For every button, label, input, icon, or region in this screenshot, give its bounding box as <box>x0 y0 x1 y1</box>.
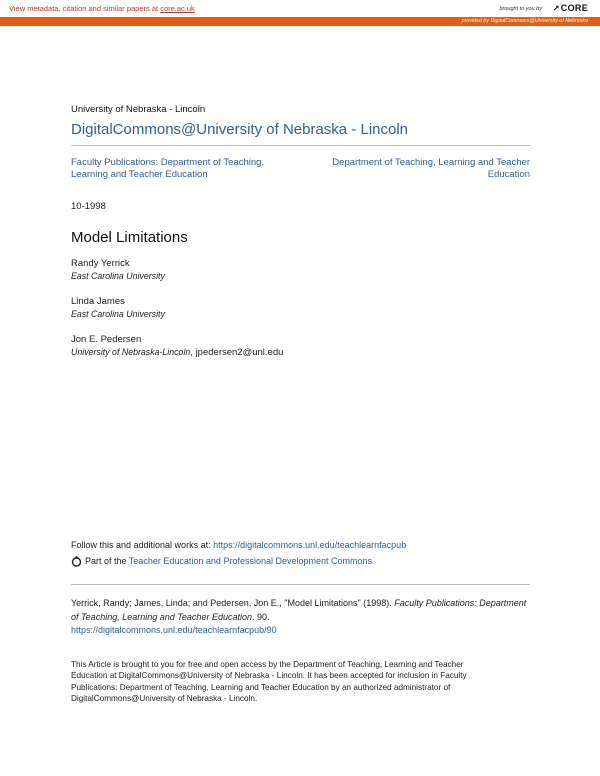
author-affiliation: East Carolina University <box>71 271 165 281</box>
collection-link-department[interactable]: Department of Teaching, Learning and Teacher Education <box>332 157 530 180</box>
author-affiliation: East Carolina University <box>71 309 165 319</box>
open-access-icon <box>71 556 82 569</box>
meta-link-prefix: View metadata, citation and similar papers at <box>9 4 161 13</box>
repository-link[interactable]: DigitalCommons@University of Nebraska - Lincoln <box>71 121 409 138</box>
follow-text: Follow this and additional works at: <box>71 540 214 550</box>
collection-link-faculty-publications[interactable]: Faculty Publications: Department of Teaching, Learning and Teacher Education <box>71 157 265 180</box>
publication-date: 10-1998 <box>71 201 106 212</box>
core-logo-icon: ↗ <box>552 4 560 13</box>
institution-name: University of Nebraska - Lincoln <box>71 104 206 115</box>
divider <box>71 145 530 146</box>
core-top-bar <box>0 0 600 17</box>
author-name: Linda James <box>71 296 125 307</box>
author-block <box>71 296 165 321</box>
author-block <box>71 334 283 359</box>
part-of-line <box>71 556 372 569</box>
divider <box>71 584 530 585</box>
author-email[interactable]: , jpedersen2@unl.edu <box>190 347 284 358</box>
citation-number: . 90. <box>251 611 270 622</box>
access-notice: This Article is brought to you for free and open access by the Department of Teaching, Learning and Teacher Education at DigitalCommons@University of Nebraska - Lincoln. It has been accepted for inclusion in Faculty Publications: Department of Teaching, Learning and Teacher Education by an authorized administrator of DigitalCommons@University of Nebraska - Lincoln. <box>71 660 467 703</box>
commons-link[interactable]: Teacher Education and Professional Development Commons <box>128 556 373 566</box>
page-title: Model Limitations <box>71 229 188 246</box>
brought-by-text: brought to you by <box>499 6 542 12</box>
author-name: Randy Yerrick <box>71 258 130 269</box>
provided-by-text: provided by DigitalCommons@University of Nebraska <box>461 18 588 24</box>
citation-block <box>71 597 531 638</box>
citation-journal: Faculty Publications: Department of Teaching, Learning and Teacher Education <box>71 598 527 622</box>
part-of-text: Part of the <box>85 556 129 566</box>
provided-by-banner <box>0 17 600 26</box>
follow-line <box>71 540 406 550</box>
core-site-link[interactable]: core.ac.uk <box>160 4 195 13</box>
follow-url-link[interactable]: https://digitalcommons.unl.edu/teachlearnfacpub <box>213 540 407 550</box>
author-name: Jon E. Pedersen <box>71 334 142 345</box>
citation-url-link[interactable]: https://digitalcommons.unl.edu/teachlearnfacpub/90 <box>71 625 277 635</box>
core-logo[interactable] <box>553 3 588 13</box>
core-logo-text: CORE <box>560 3 588 13</box>
view-metadata-link[interactable] <box>9 4 195 13</box>
citation-authors-title: Yerrick, Randy; James, Linda; and Pedersen, Jon E., "Model Limitations" (1998). <box>71 598 395 608</box>
author-affiliation: University of Nebraska-Lincoln <box>71 347 191 357</box>
author-block <box>71 258 165 283</box>
